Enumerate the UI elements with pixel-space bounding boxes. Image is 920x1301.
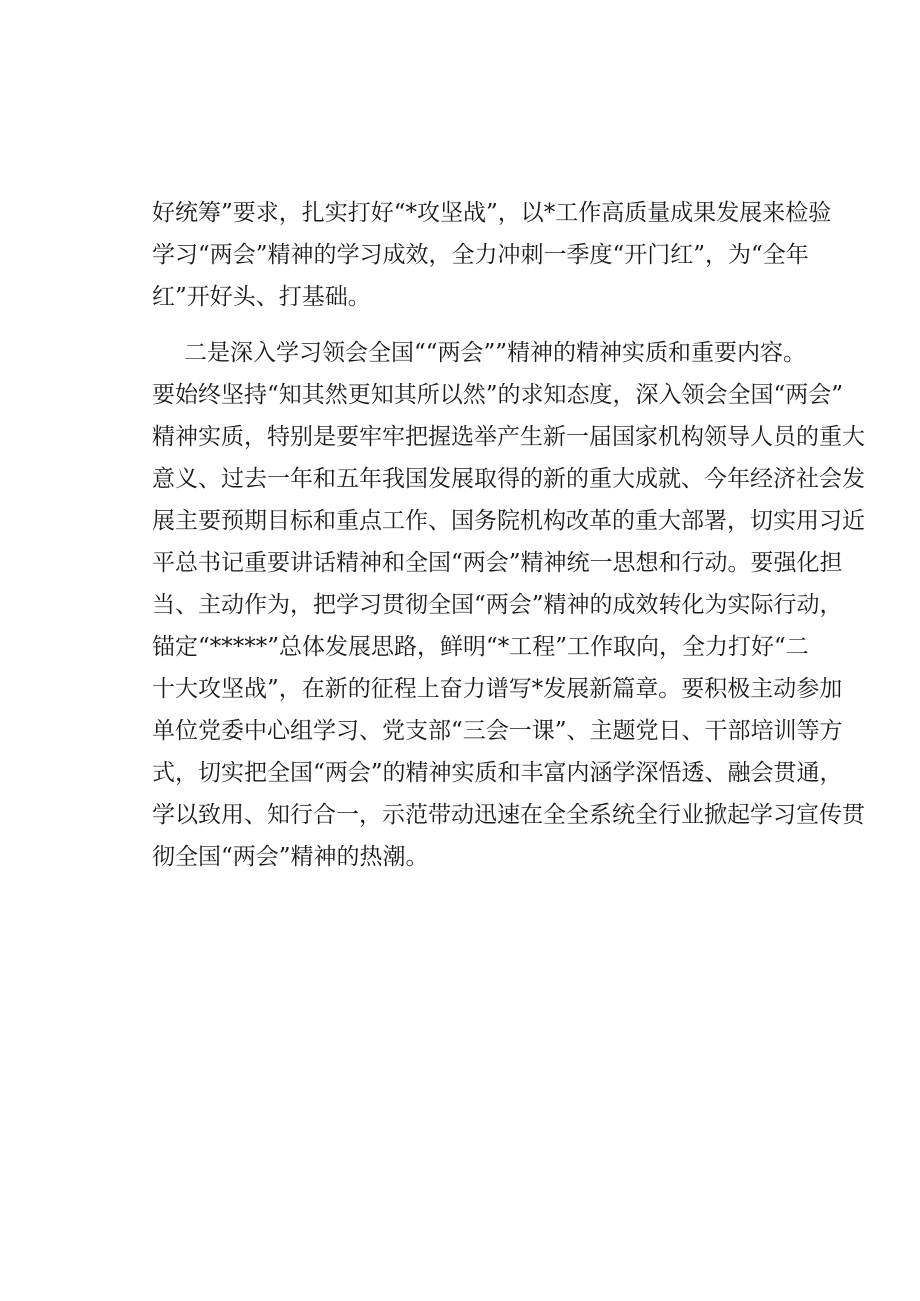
paragraph-line: 单位党委中心组学习、党支部“三会一课”、主题党日、干部培训等方 [152, 718, 843, 744]
paragraph-line: 好统筹”要求，扎实打好“*攻坚战”，以*工作高质量成果发展来检验 [152, 200, 832, 226]
paragraph-line: 红”开好头、打基础。 [152, 284, 371, 310]
paragraph-line: 式，切实把全国“两会”的精神实质和丰富内涵学深悟透、融会贯通， [152, 760, 843, 786]
paragraph-line: 二是深入学习领会全国““两会””精神的精神实质和重要内容。 [184, 340, 807, 366]
paragraph-line: 锚定“*****”总体发展思路，鲜明“*工程”工作取向，全力打好“二 [152, 634, 809, 660]
paragraph-line: 十大攻坚战”，在新的征程上奋力谱写*发展新篇章。要积极主动参加 [152, 676, 843, 702]
paragraph-line: 彻全国“两会”精神的热潮。 [152, 844, 429, 870]
paragraph-line: 精神实质，特别是要牢牢把握选举产生新一届国家机构领导人员的重大 [152, 424, 865, 450]
paragraph-line: 展主要预期目标和重点工作、国务院机构改革的重大部署，切实用习近 [152, 508, 865, 534]
paragraph-line: 意义、过去一年和五年我国发展取得的新的重大成就、今年经济社会发 [152, 466, 865, 492]
paragraph-line: 要始终坚持“知其然更知其所以然”的求知态度，深入领会全国“两会” [152, 382, 844, 408]
paragraph-1 [152, 192, 832, 318]
paragraph-line: 学以致用、知行合一，示范带动迅速在全全系统全行业掀起学习宣传贯 [152, 802, 865, 828]
paragraph-line: 当、主动作为，把学习贯彻全国“两会”精神的成效转化为实际行动， [152, 592, 843, 618]
paragraph-2 [152, 332, 865, 878]
paragraph-line: 平总书记重要讲话精神和全国“两会”精神统一思想和行动。要强化担 [152, 550, 843, 576]
paragraph-line: 学习“两会”精神的学习成效，全力冲刺一季度“开门红”，为“全年 [152, 242, 809, 268]
